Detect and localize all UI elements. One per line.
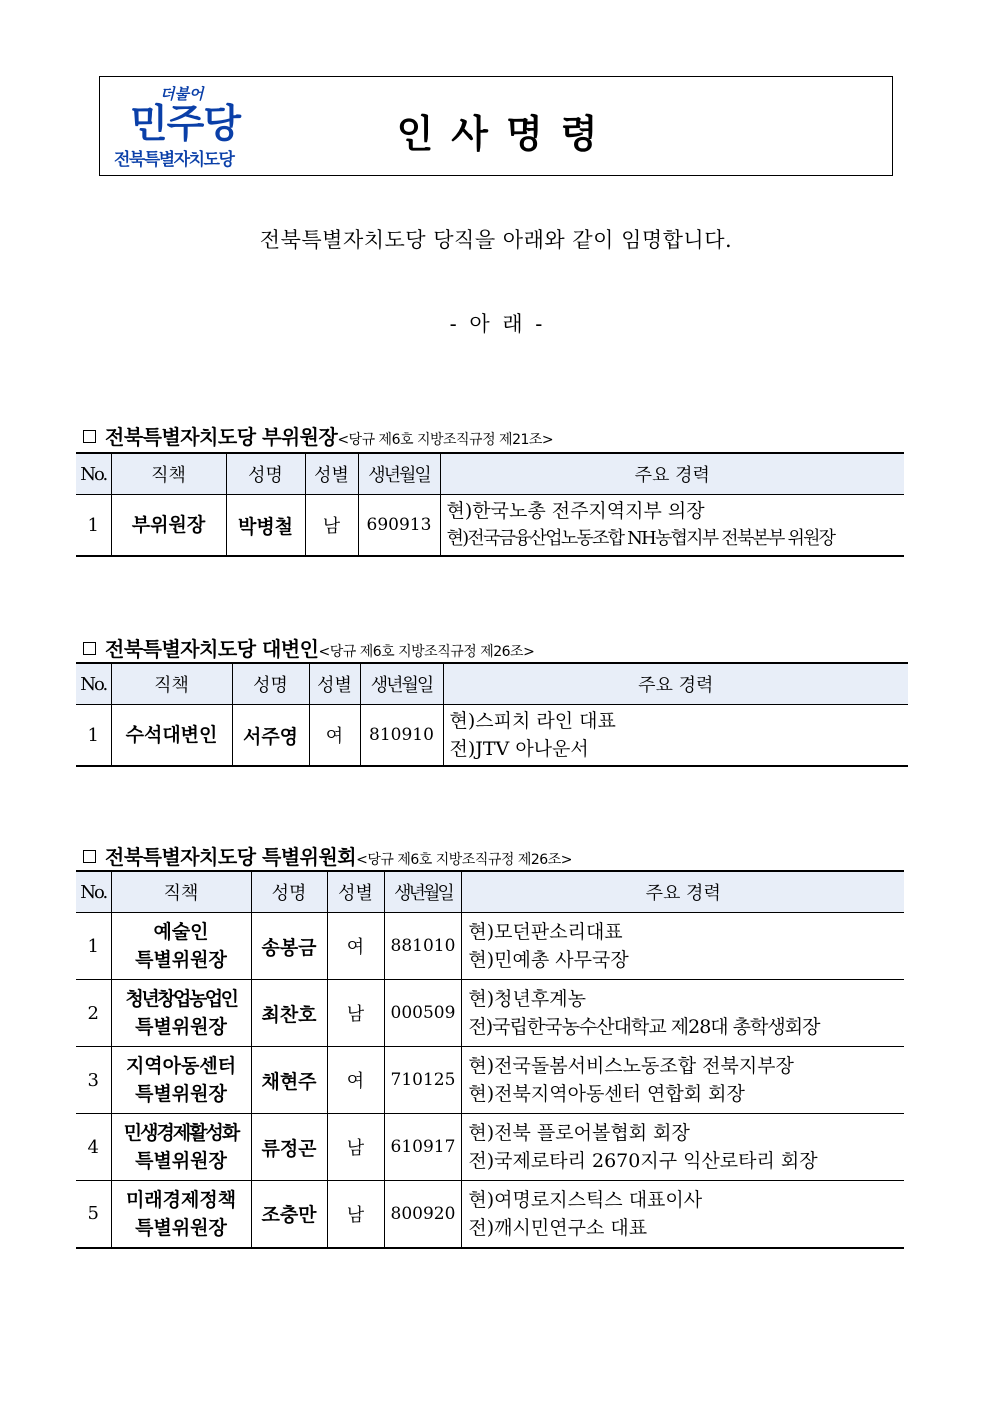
cell-name: 류정곤 bbox=[251, 1114, 327, 1181]
career-line: 현)여명로지스틱스 대표이사 bbox=[468, 1188, 703, 1211]
cell-gender: 남 bbox=[327, 1114, 384, 1181]
cell-birth: 810910 bbox=[360, 705, 443, 767]
cell-name: 최찬호 bbox=[251, 980, 327, 1047]
cell-name: 조충만 bbox=[251, 1181, 327, 1248]
section-title-text: 전북특별자치도당 대변인 bbox=[105, 637, 319, 661]
position-line: 지역아동센터 bbox=[125, 1055, 237, 1077]
cell-birth: 000509 bbox=[384, 980, 462, 1047]
table-row bbox=[76, 980, 904, 1047]
col-header-career: 주요 경력 bbox=[462, 871, 904, 913]
position-line: 미래경제정책 bbox=[125, 1188, 237, 1211]
cell-position bbox=[111, 913, 251, 980]
cell-no: 1 bbox=[76, 705, 111, 767]
header-box bbox=[99, 76, 893, 176]
position-line: 민생경제활성화 bbox=[123, 1122, 239, 1144]
cell-position bbox=[111, 980, 251, 1047]
cell-no: 1 bbox=[76, 495, 111, 557]
col-header-birth: 생년월일 bbox=[358, 453, 440, 495]
career-line: 현)청년후계농 bbox=[468, 988, 586, 1010]
section-title-vice-chair bbox=[83, 421, 553, 450]
position-line: 특별위원장 bbox=[135, 1150, 227, 1172]
career-line: 전)JTV 아나운서 bbox=[449, 738, 589, 760]
cell-career bbox=[443, 705, 908, 767]
checkbox-square-icon bbox=[83, 430, 96, 443]
section-note: <당규 제6호 지방조직규정 제21조> bbox=[337, 432, 554, 448]
spokesperson-table bbox=[76, 662, 908, 767]
table-header-row bbox=[76, 453, 904, 495]
career-line: 현)전북지역아동센터 연합회 회장 bbox=[468, 1083, 745, 1105]
cell-position bbox=[111, 1047, 251, 1114]
col-header-position: 직책 bbox=[111, 453, 226, 495]
cell-birth: 800920 bbox=[384, 1181, 462, 1248]
cell-no: 5 bbox=[76, 1181, 111, 1248]
col-header-birth: 생년월일 bbox=[384, 871, 462, 913]
special-committee-table bbox=[76, 870, 904, 1249]
cell-gender: 남 bbox=[327, 1181, 384, 1248]
career-line: 현)스피치 라인 대표 bbox=[449, 710, 616, 732]
position-line: 특별위원장 bbox=[135, 1216, 227, 1239]
career-line: 전)깨시민연구소 대표 bbox=[468, 1216, 648, 1239]
career-line: 현)전국돌봄서비스노동조합 전북지부장 bbox=[468, 1055, 794, 1077]
table-header-row bbox=[76, 871, 904, 913]
cell-position bbox=[111, 1181, 251, 1248]
col-header-name: 성명 bbox=[226, 453, 305, 495]
table-row bbox=[76, 495, 904, 557]
col-header-no: No. bbox=[76, 871, 111, 913]
cell-career bbox=[440, 495, 904, 557]
cell-name: 송봉금 bbox=[251, 913, 327, 980]
cell-position bbox=[111, 1114, 251, 1181]
position-line: 예술인 bbox=[153, 921, 209, 943]
cell-career bbox=[462, 1047, 904, 1114]
table-row bbox=[76, 1047, 904, 1114]
position-line: 청년창업농업인 bbox=[125, 988, 237, 1010]
col-header-career: 주요 경력 bbox=[440, 453, 904, 495]
col-header-position: 직책 bbox=[111, 871, 251, 913]
logo-small-text: 더불어 bbox=[160, 85, 204, 103]
cell-gender: 남 bbox=[305, 495, 358, 557]
career-line: 전)국립한국농수산대학교 제28대 총학생회장 bbox=[468, 1016, 820, 1038]
cell-position: 수석대변인 bbox=[111, 705, 232, 767]
cell-gender: 남 bbox=[327, 980, 384, 1047]
col-header-gender: 성별 bbox=[305, 453, 358, 495]
cell-birth: 710125 bbox=[384, 1047, 462, 1114]
table-row bbox=[76, 705, 908, 767]
cell-birth: 881010 bbox=[384, 913, 462, 980]
career-line: 현)한국노총 전주지역지부 의장 bbox=[446, 500, 705, 522]
cell-career bbox=[462, 1114, 904, 1181]
cell-no: 2 bbox=[76, 980, 111, 1047]
cell-no: 3 bbox=[76, 1047, 111, 1114]
cell-gender: 여 bbox=[327, 913, 384, 980]
section-note: <당규 제6호 지방조직규정 제26조> bbox=[318, 644, 535, 660]
table-row bbox=[76, 913, 904, 980]
career-line: 현)모던판소리대표 bbox=[468, 921, 623, 943]
logo-sub-text: 전북특별자치도당 bbox=[114, 150, 234, 170]
table-row bbox=[76, 1114, 904, 1181]
vice-chair-table bbox=[76, 452, 904, 557]
section-note: <당규 제6호 지방조직규정 제26조> bbox=[356, 852, 572, 868]
cell-birth: 690913 bbox=[358, 495, 440, 557]
cell-gender: 여 bbox=[309, 705, 360, 767]
col-header-name: 성명 bbox=[232, 663, 309, 705]
col-header-career: 주요 경력 bbox=[443, 663, 908, 705]
cell-name: 채현주 bbox=[251, 1047, 327, 1114]
section-title-special-committee bbox=[83, 841, 572, 870]
checkbox-square-icon bbox=[83, 642, 96, 655]
cell-career bbox=[462, 913, 904, 980]
col-header-gender: 성별 bbox=[309, 663, 360, 705]
cell-name: 박병철 bbox=[226, 495, 305, 557]
position-line: 특별위원장 bbox=[135, 1083, 227, 1105]
col-header-birth: 생년월일 bbox=[360, 663, 443, 705]
career-line: 현)전북 플로어볼협회 회장 bbox=[468, 1122, 690, 1144]
intro-text: 전북특별자치도당 당직을 아래와 같이 임명합니다. bbox=[259, 228, 733, 252]
position-line: 특별위원장 bbox=[135, 949, 227, 971]
col-header-position: 직책 bbox=[111, 663, 232, 705]
career-line: 현)민예총 사무국장 bbox=[468, 949, 629, 971]
section-title-text: 전북특별자치도당 부위원장 bbox=[105, 425, 338, 449]
logo-main-text: 민주당 bbox=[130, 102, 241, 147]
col-header-no: No. bbox=[76, 663, 111, 705]
cell-no: 1 bbox=[76, 913, 111, 980]
cell-no: 4 bbox=[76, 1114, 111, 1181]
career-line: 현)전국금융산업노동조합 NH농협지부 전북본부 위원장 bbox=[446, 528, 835, 549]
section-title-spokesperson bbox=[83, 633, 534, 662]
cell-career bbox=[462, 980, 904, 1047]
cell-career bbox=[462, 1181, 904, 1248]
col-header-gender: 성별 bbox=[327, 871, 384, 913]
checkbox-square-icon bbox=[83, 850, 96, 863]
table-row bbox=[76, 1181, 904, 1248]
cell-birth: 610917 bbox=[384, 1114, 462, 1181]
cell-gender: 여 bbox=[327, 1047, 384, 1114]
cell-name: 서주영 bbox=[232, 705, 309, 767]
below-label: - 아 래 - bbox=[449, 312, 543, 336]
document-title: 인사명령 bbox=[396, 112, 616, 156]
table-header-row bbox=[76, 663, 908, 705]
col-header-name: 성명 bbox=[251, 871, 327, 913]
section-title-text: 전북특별자치도당 특별위원회 bbox=[105, 845, 357, 869]
career-line: 전)국제로타리 2670지구 익산로타리 회장 bbox=[468, 1150, 818, 1172]
col-header-no: No. bbox=[76, 453, 111, 495]
cell-position: 부위원장 bbox=[111, 495, 226, 557]
position-line: 특별위원장 bbox=[135, 1016, 227, 1038]
